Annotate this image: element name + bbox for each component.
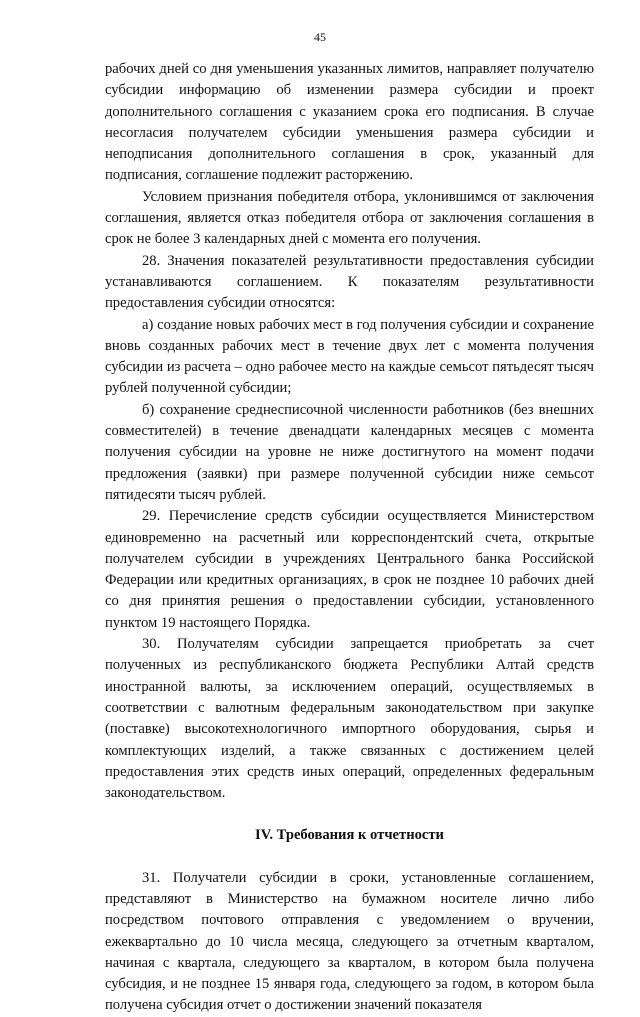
page-number: 45 — [314, 30, 326, 44]
document-body — [105, 59, 594, 1017]
paragraph-29: 29. Перечисление средств субсидии осуществляется Министерством единовременно на расчетный или корреспондентский счета, открытые получателем субсидии в учреждениях Центрального банка Российской Федерации или кредитных организациях, в срок не позднее 10 рабочих дней со дня принятия решения о предоставлении субсидии, установленного пунктом 19 настоящего Порядка. — [105, 508, 594, 631]
paragraph-28a: а) создание новых рабочих мест в год получения субсидии и сохранение вновь созданных рабочих мест в течение двух лет с момента получения субсидии из расчета – одно рабочее место на каждые семьсот пятьдесят тысяч рублей полученной субсидии; — [105, 316, 594, 397]
section-heading: IV. Требования к отчетности — [255, 827, 444, 844]
paragraph-28: 28. Значения показателей результативности предоставления субсидии устанавливаются соглашением. К показателям результативности предоставления субсидии относятся: — [105, 252, 594, 312]
paragraph-31: 31. Получатели субсидии в сроки, установленные соглашением, представляют в Министерство на бумажном носителе лично либо посредством почтового отправления с уведомлением о вручении, ежеквартально до 10 числа месяца, следующего за отчетным кварталом, начиная с квартала, следующего за кварталом, в котором была получена субсидия, и не позднее 15 января года, следующего за годом, в котором была получена субсидия отчет о достижении значений показателя — [105, 869, 594, 1014]
paragraph-28b: б) сохранение среднесписочной численности работников (без внешних совместителей) в течение двенадцати календарных месяцев с момента получения субсидии на уровне не ниже достигнутого на момент подачи предложения (заявки) при размере полученной субсидии ниже семьсот пятидесяти тысяч рублей. — [105, 401, 594, 503]
paragraph-continuation: рабочих дней со дня уменьшения указанных лимитов, направляет получателю субсидии информацию об изменении размера субсидии и проект дополнительного соглашения с указанием срока его подписания. В случае несогласия получателем субсидии уменьшения размера субсидии и неподписания дополнительного соглашения в срок, указанный для подписания, соглашение подлежит расторжению. — [105, 61, 594, 184]
paragraph-30: 30. Получателям субсидии запрещается приобретать за счет полученных из республиканского бюджета Республики Алтай средств иностранной валюты, за исключением операций, осуществляемых в соответствии с валютным федеральным законодательством при закупке (поставке) высокотехнологичного импортного оборудования, сырья и комплектующих изделий, а также связанных с достижением целей предоставления этих средств иных операций, определенных федеральным законодательством. — [105, 636, 594, 802]
paragraph-winner-evasion: Условием признания победителя отбора, уклонившимся от заключения соглашения, является отказ победителя отбора от заключения соглашения в срок не более 3 календарных дней с момента его получения. — [105, 188, 594, 248]
